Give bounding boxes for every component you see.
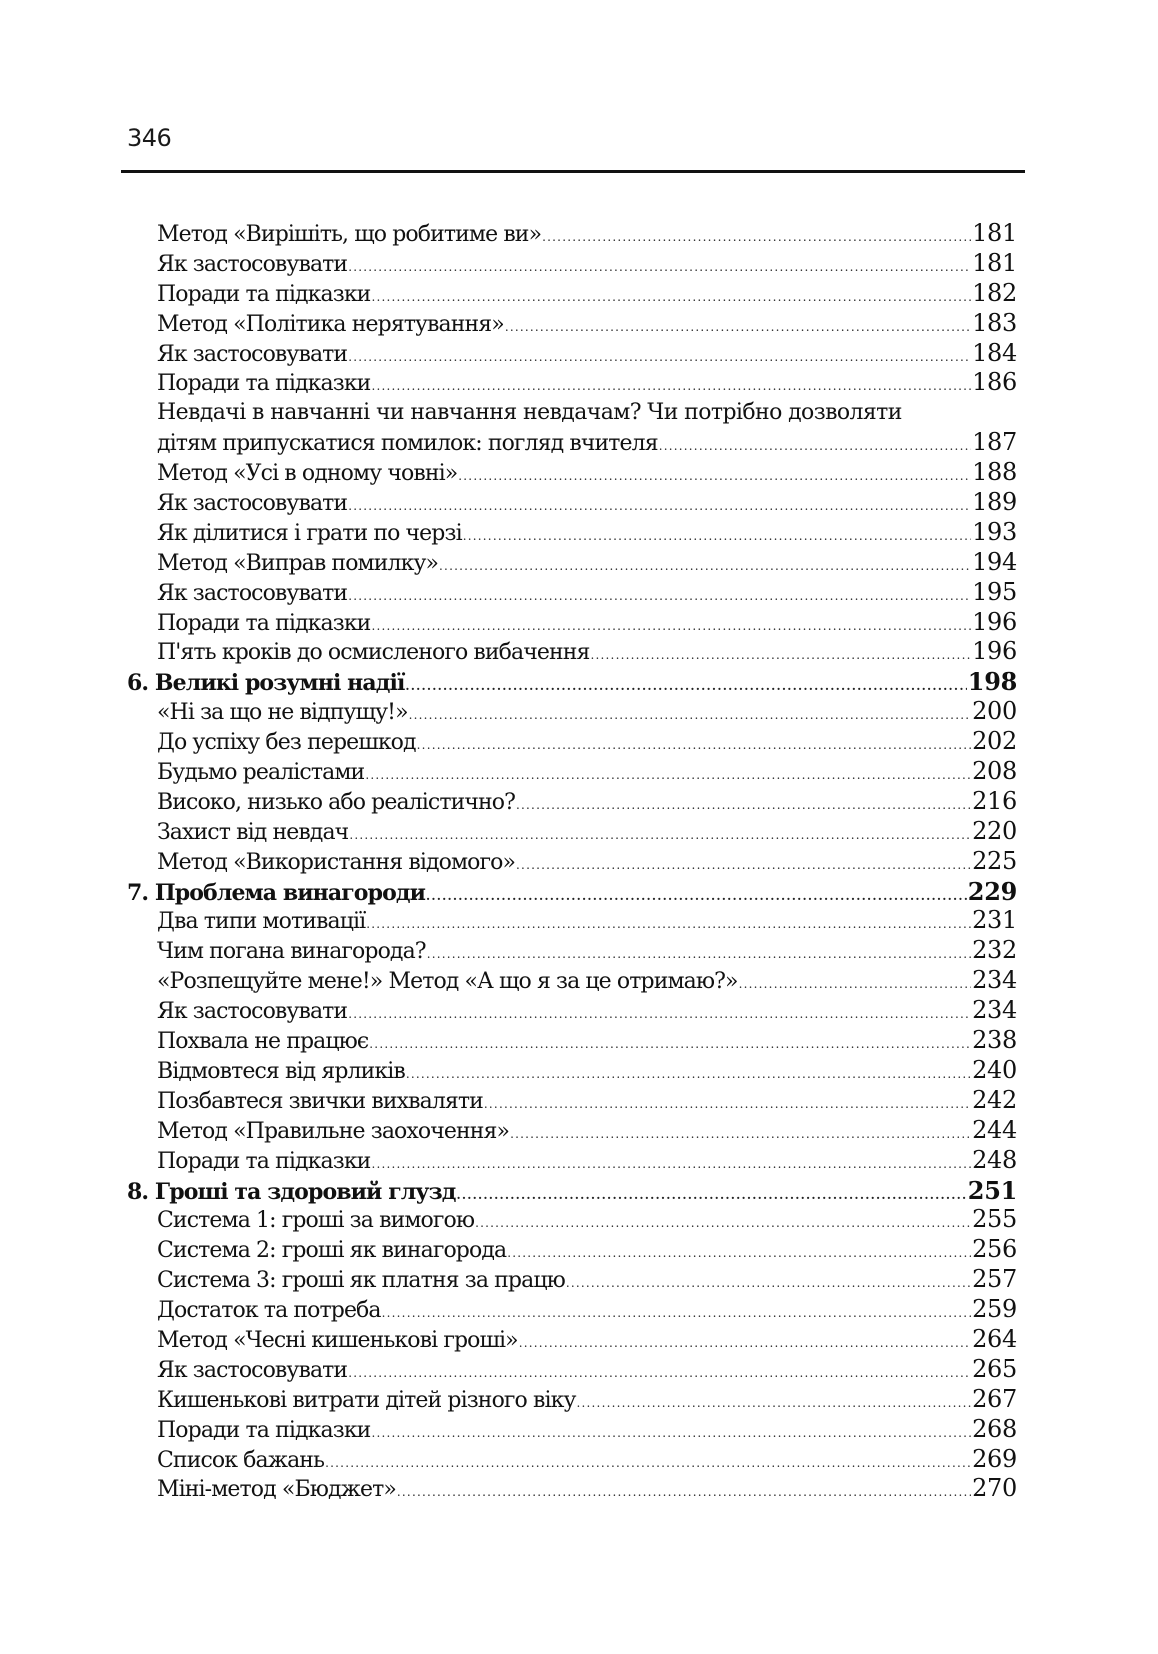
dot-leader <box>505 313 971 339</box>
toc-entry[interactable] <box>127 608 1017 638</box>
toc-entry[interactable] <box>127 817 1017 847</box>
toc-entry-title: Кишенькові витрати дітей різного віку <box>157 1387 576 1413</box>
toc-entry-title: «Ні за що не відпущу!» <box>157 700 408 726</box>
toc-entry-title: Метод «Правильне заохочення» <box>157 1118 510 1144</box>
dot-leader <box>371 1419 971 1445</box>
table-of-contents <box>127 219 1017 1504</box>
toc-entry-title: Міні-метод «Бюджет» <box>157 1477 396 1503</box>
toc-entry[interactable] <box>127 1295 1017 1325</box>
dot-leader <box>591 641 972 667</box>
dot-leader <box>371 372 971 398</box>
toc-entry-title: Поради та підказки <box>157 610 371 636</box>
toc-entry[interactable] <box>127 1415 1017 1445</box>
toc-entry-title: Відмовтеся від ярликів <box>157 1058 405 1084</box>
dot-leader <box>325 1449 971 1475</box>
toc-entry[interactable] <box>127 578 1017 608</box>
toc-entry[interactable] <box>127 219 1017 249</box>
toc-entry-title: Як застосовувати <box>157 580 348 606</box>
toc-entry-page: 251 <box>967 1175 1017 1205</box>
toc-entry-title: До успіху без перешкод <box>157 730 416 756</box>
toc-entry-page: 256 <box>972 1235 1017 1264</box>
dot-leader <box>456 1181 966 1206</box>
toc-entry-page: 234 <box>972 996 1017 1025</box>
dot-leader <box>516 791 971 817</box>
toc-entry[interactable] <box>127 757 1017 787</box>
toc-entry[interactable] <box>127 697 1017 727</box>
toc-entry[interactable] <box>127 1146 1017 1176</box>
toc-entry-page: 265 <box>972 1354 1017 1383</box>
toc-entry[interactable] <box>127 339 1017 369</box>
dot-leader <box>348 582 971 608</box>
toc-entry-title: Чим погана винагорода? <box>157 939 426 965</box>
toc-entry-title: Метод «Вирішіть, що робитиме ви» <box>157 222 542 247</box>
dot-leader <box>406 1060 971 1086</box>
toc-entry-page: 225 <box>972 846 1017 875</box>
toc-entry-title: Метод «Виправ помилку» <box>157 550 439 576</box>
dot-leader <box>739 970 971 996</box>
toc-entry-page: 255 <box>972 1205 1017 1234</box>
toc-entry[interactable] <box>127 787 1017 817</box>
toc-entry-page: 196 <box>972 637 1017 666</box>
toc-entry-page: 202 <box>972 727 1017 756</box>
toc-entry[interactable] <box>127 1056 1017 1086</box>
dot-leader <box>371 1150 971 1176</box>
toc-entry-page: 220 <box>972 816 1017 845</box>
dot-leader <box>516 851 971 877</box>
dot-leader <box>409 701 971 727</box>
toc-entry-title: Метод «Чесні кишенькові гроші» <box>157 1327 518 1353</box>
toc-entry[interactable] <box>127 458 1017 488</box>
toc-entry-page: 257 <box>972 1265 1017 1294</box>
dot-leader <box>382 1299 971 1325</box>
toc-entry-title: Система 2: гроші як винагорода <box>157 1238 507 1264</box>
toc-entry-page: 189 <box>972 488 1017 517</box>
toc-entry-page: 269 <box>972 1444 1017 1473</box>
toc-entry-page: 268 <box>972 1414 1017 1443</box>
toc-entry-page: 181 <box>972 248 1017 277</box>
toc-entry-title: Список бажань <box>157 1447 325 1473</box>
toc-entry-title: Позбавтеся звички вихваляти <box>157 1088 483 1114</box>
toc-entry-title: Як застосовувати <box>157 491 348 517</box>
toc-entry-title: Система 3: гроші як платня за працю <box>157 1268 565 1294</box>
toc-entry-page: 240 <box>972 1055 1017 1084</box>
toc-entry-page: 232 <box>972 936 1017 965</box>
toc-chapter-entry[interactable] <box>127 877 1017 907</box>
toc-entry-page: 242 <box>972 1085 1017 1114</box>
toc-entry[interactable] <box>127 1325 1017 1355</box>
dot-leader <box>348 253 971 279</box>
toc-entry[interactable] <box>127 1116 1017 1146</box>
dot-leader <box>475 1209 971 1235</box>
toc-entry-page: 193 <box>972 517 1017 546</box>
toc-entry-title: Система 1: гроші за вимогою <box>157 1208 475 1234</box>
toc-entry-title: Поради та підказки <box>157 1417 371 1443</box>
toc-chapter-entry[interactable] <box>127 1176 1017 1206</box>
dot-leader <box>348 1359 971 1385</box>
toc-entry[interactable] <box>127 1385 1017 1415</box>
toc-entry[interactable] <box>127 368 1017 398</box>
toc-entry-title: Невдачі в навчанні чи навчання невдачам? Чи потрібно дозволяти <box>157 400 902 426</box>
dot-leader <box>519 1329 971 1355</box>
toc-entry[interactable] <box>127 1205 1017 1235</box>
dot-leader <box>426 882 967 907</box>
toc-entry-page: 186 <box>972 368 1017 397</box>
dot-leader <box>542 223 971 249</box>
toc-entry-title: Достаток та потреба <box>157 1298 381 1324</box>
toc-entry-title: «Розпещуйте мене!» Метод «А що я за це отримаю?» <box>157 969 738 995</box>
toc-entry-title: Як застосовувати <box>157 341 348 367</box>
toc-entry-title: Похвала не працює <box>157 1029 369 1055</box>
toc-entry-page: 264 <box>972 1324 1017 1353</box>
toc-entry-page: 208 <box>972 757 1017 786</box>
toc-entry-page: 198 <box>967 667 1017 697</box>
toc-entry-page: 267 <box>972 1384 1017 1413</box>
toc-entry[interactable] <box>127 309 1017 339</box>
toc-entry-title: Метод «Усі в одному човні» <box>157 461 458 487</box>
toc-entry-title: дітям припускатися помилок: погляд вчителя <box>157 431 658 457</box>
dot-leader <box>365 761 971 787</box>
toc-entry-title: Захист від невдач <box>157 819 349 845</box>
toc-entry[interactable] <box>127 518 1017 548</box>
page-header <box>121 118 1025 173</box>
toc-entry[interactable] <box>127 249 1017 279</box>
dot-leader <box>507 1239 971 1265</box>
toc-entry-title: 7. Проблема винагороди <box>127 879 426 906</box>
toc-entry-title: Високо, низько або реалістично? <box>157 789 516 815</box>
toc-entry-page: 259 <box>972 1295 1017 1324</box>
toc-entry-page: 270 <box>972 1474 1017 1503</box>
toc-entry[interactable] <box>127 548 1017 578</box>
dot-leader <box>577 1389 972 1415</box>
toc-entry-page: 194 <box>972 547 1017 576</box>
toc-entry-title: Поради та підказки <box>157 371 371 397</box>
toc-entry-page: 184 <box>972 338 1017 367</box>
dot-leader <box>484 1090 971 1116</box>
dot-leader <box>405 672 966 697</box>
toc-entry-page: 234 <box>972 966 1017 995</box>
dot-leader <box>566 1269 971 1295</box>
toc-entry[interactable] <box>127 1445 1017 1475</box>
dot-leader <box>510 1120 971 1146</box>
toc-entry[interactable] <box>127 1355 1017 1385</box>
dot-leader <box>371 283 971 309</box>
toc-entry-title: Як застосовувати <box>157 251 348 277</box>
dot-leader <box>366 910 971 936</box>
toc-entry-title: Як ділитися і грати по черзі <box>157 520 462 546</box>
toc-entry[interactable] <box>127 279 1017 309</box>
dot-leader <box>439 552 971 578</box>
toc-entry-page: 181 <box>972 219 1017 247</box>
dot-leader <box>463 522 971 548</box>
toc-chapter-entry[interactable] <box>127 667 1017 697</box>
toc-entry-title: Метод «Політика нерятування» <box>157 311 504 337</box>
toc-entry[interactable] <box>127 488 1017 518</box>
toc-entry-page: 244 <box>972 1115 1017 1144</box>
toc-entry[interactable] <box>127 847 1017 877</box>
dot-leader <box>427 940 971 966</box>
toc-entry-page: 238 <box>972 1026 1017 1055</box>
toc-entry[interactable] <box>127 996 1017 1026</box>
dot-leader <box>349 821 971 847</box>
toc-entry[interactable] <box>127 1474 1017 1504</box>
toc-entry-page: 248 <box>972 1145 1017 1174</box>
dot-leader <box>417 731 971 757</box>
toc-entry-title: Як застосовувати <box>157 1357 348 1383</box>
toc-entry-title: 6. Великі розумні надії <box>127 670 405 697</box>
dot-leader <box>348 1000 971 1026</box>
toc-entry[interactable] <box>127 1235 1017 1265</box>
toc-entry-page: 231 <box>972 906 1017 935</box>
toc-entry[interactable] <box>127 727 1017 757</box>
toc-entry-page: 188 <box>972 458 1017 487</box>
dot-leader <box>348 343 971 369</box>
toc-entry-page: 229 <box>967 876 1017 906</box>
dot-leader <box>369 1030 971 1056</box>
dot-leader <box>458 462 971 488</box>
toc-entry-title: П'ять кроків до осмисленого вибачення <box>157 640 590 666</box>
toc-entry-title: Метод «Використання відомого» <box>157 849 516 875</box>
dot-leader <box>659 432 971 458</box>
toc-entry-page: 216 <box>972 786 1017 815</box>
toc-entry-title: Поради та підказки <box>157 281 371 307</box>
toc-entry-page: 183 <box>972 308 1017 337</box>
toc-entry[interactable] <box>127 637 1017 667</box>
toc-entry-title: Два типи мотивації <box>157 909 366 935</box>
toc-entry[interactable] <box>127 1026 1017 1056</box>
dot-leader <box>371 612 971 638</box>
toc-entry[interactable] <box>127 1086 1017 1116</box>
toc-entry-page: 200 <box>972 697 1017 726</box>
toc-entry-page: 182 <box>972 278 1017 307</box>
page-number: 346 <box>127 124 172 152</box>
dot-leader <box>348 492 971 518</box>
toc-entry-title: Поради та підказки <box>157 1148 371 1174</box>
toc-entry-page: 195 <box>972 577 1017 606</box>
toc-entry[interactable] <box>127 906 1017 936</box>
toc-entry[interactable] <box>127 1265 1017 1295</box>
toc-entry-title: Будьмо реалістами <box>157 760 365 786</box>
toc-entry-title: 8. Гроші та здоровий глузд <box>127 1178 456 1205</box>
toc-entry-page: 187 <box>972 428 1017 457</box>
dot-leader <box>397 1478 971 1504</box>
toc-entry[interactable] <box>127 428 1017 458</box>
toc-entry[interactable] <box>127 936 1017 966</box>
toc-entry-page: 196 <box>972 607 1017 636</box>
toc-entry-title: Як застосовувати <box>157 999 348 1025</box>
toc-entry[interactable] <box>127 966 1017 996</box>
toc-entry[interactable] <box>127 398 1017 428</box>
